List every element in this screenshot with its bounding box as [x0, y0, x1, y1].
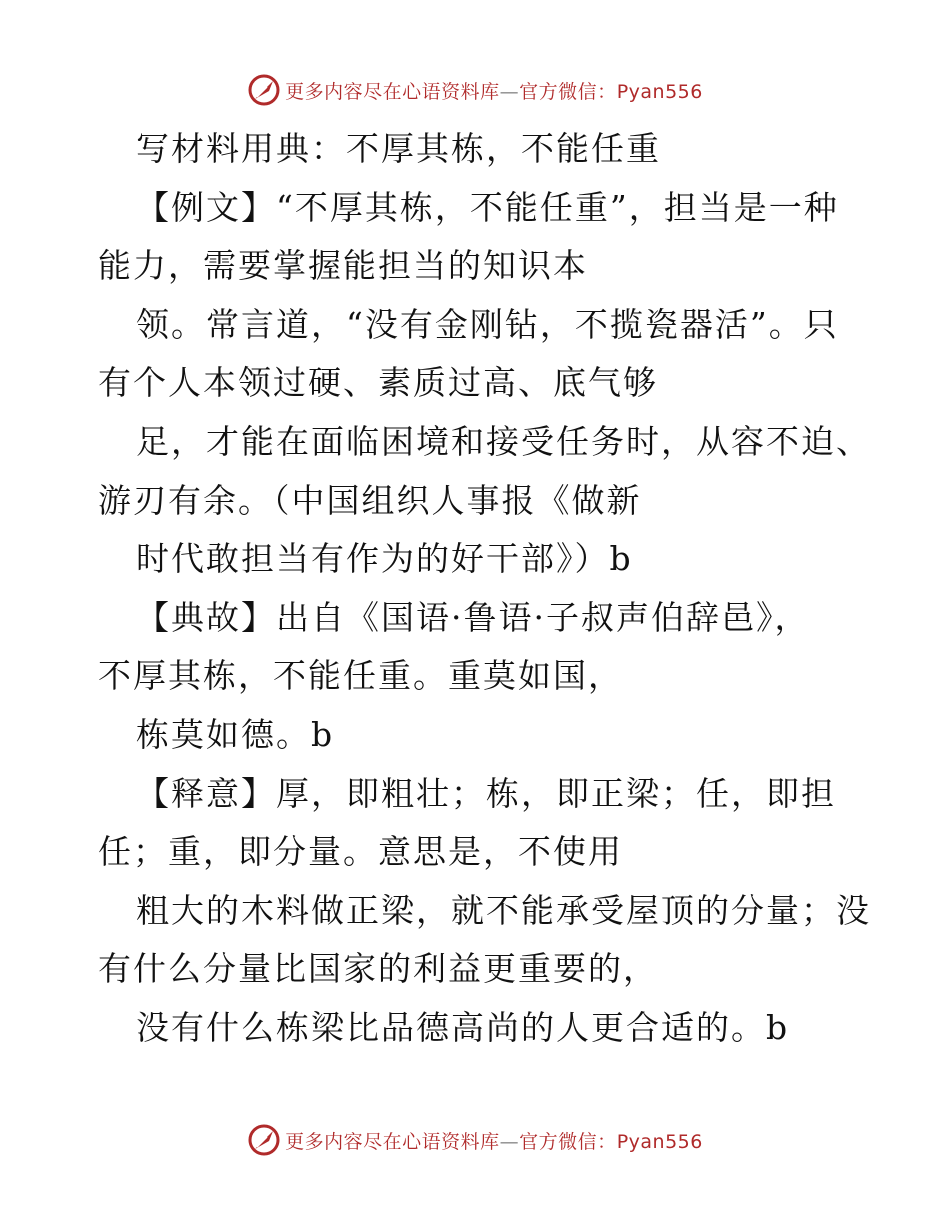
banner-official: 官方微信：: [519, 1130, 617, 1153]
text-line: 粗大的木料做正梁，就不能承受屋顶的分量；没: [136, 890, 871, 930]
quill-logo-icon: [247, 1123, 281, 1157]
text-line: 不厚其栋，不能任重。重莫如国，: [98, 656, 623, 696]
banner-title: 更多内容尽在心语资料库: [285, 80, 500, 103]
text-line: 任；重，即分量。意思是，不使用: [98, 832, 623, 872]
footer-banner: [0, 1120, 950, 1160]
header-banner: [0, 70, 950, 110]
text-line: 没有什么栋梁比品德高尚的人更合适的。b: [136, 1007, 790, 1047]
text-line: 时代敢担当有作为的好干部》）b: [136, 539, 633, 579]
text-line: 能力，需要掌握能担当的知识本: [98, 246, 588, 286]
banner-wechat: Pyan556: [616, 1130, 703, 1153]
banner-dash: —: [499, 80, 520, 103]
text-line: 有什么分量比国家的利益更重要的，: [98, 949, 658, 989]
quill-logo-icon: [247, 73, 281, 107]
text-line: 足，才能在面临困境和接受任务时，从容不迫、: [136, 421, 871, 461]
banner-official: 官方微信：: [519, 80, 617, 103]
text-line: 【典故】出自《国语·鲁语·子叔声伯辞邑》，: [136, 597, 810, 637]
text-line: 栋莫如德。b: [136, 714, 335, 754]
text-line: 【例文】“不厚其栋，不能任重”，担当是一种: [136, 187, 839, 227]
banner-text: [285, 77, 703, 104]
text-line: 领。常言道，“没有金刚钻，不揽瓷器活”。只: [136, 304, 839, 344]
banner-text: [285, 1127, 703, 1154]
banner-wechat: Pyan556: [616, 80, 703, 103]
banner-title: 更多内容尽在心语资料库: [285, 1130, 500, 1153]
text-line: 游刃有余。（中国组织人事报《做新: [98, 480, 642, 520]
banner-dash: —: [499, 1130, 520, 1153]
document-body: [98, 120, 871, 1058]
text-line: 写材料用典：不厚其栋，不能任重: [136, 129, 661, 168]
text-line: 有个人本领过硬、素质过高、底气够: [98, 363, 658, 403]
text-line: 【释意】厚，即粗壮；栋，即正梁；任，即担: [136, 773, 836, 813]
